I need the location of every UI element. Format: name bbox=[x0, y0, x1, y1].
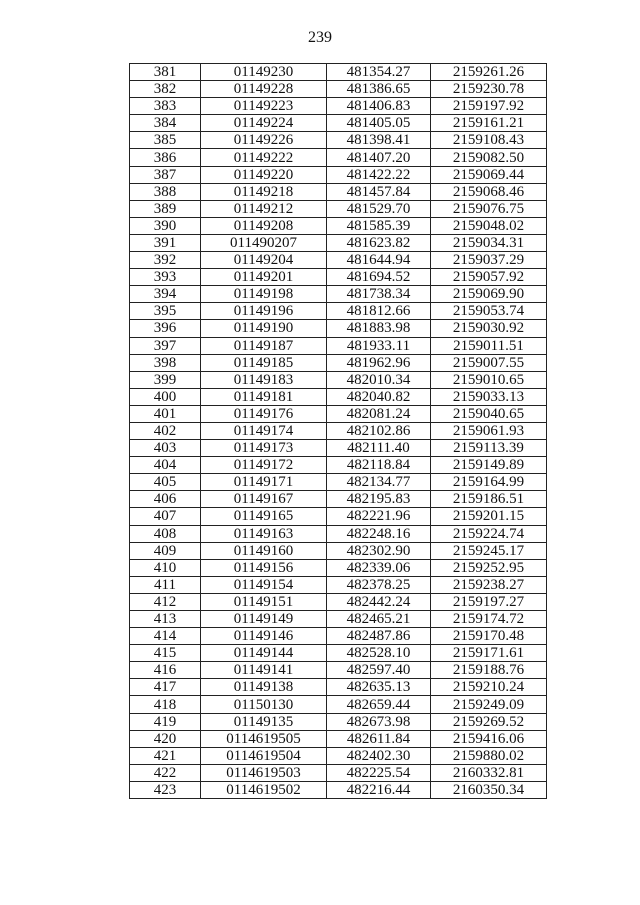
table-row bbox=[130, 200, 547, 217]
point-id-cell: 01150130 bbox=[201, 696, 327, 713]
point-id-cell: 01149230 bbox=[201, 64, 327, 81]
table-row bbox=[130, 183, 547, 200]
x-coordinate-cell: 481623.82 bbox=[327, 234, 431, 251]
x-coordinate-cell: 482118.84 bbox=[327, 457, 431, 474]
x-coordinate-cell: 481457.84 bbox=[327, 183, 431, 200]
point-number-cell: 408 bbox=[130, 525, 201, 542]
table-row bbox=[130, 628, 547, 645]
coordinates-table bbox=[129, 63, 547, 799]
point-number-cell: 384 bbox=[130, 115, 201, 132]
point-number-cell: 382 bbox=[130, 81, 201, 98]
point-number-cell: 394 bbox=[130, 286, 201, 303]
y-coordinate-cell: 2159069.44 bbox=[431, 166, 547, 183]
y-coordinate-cell: 2159048.02 bbox=[431, 217, 547, 234]
y-coordinate-cell: 2159082.50 bbox=[431, 149, 547, 166]
y-coordinate-cell: 2159068.46 bbox=[431, 183, 547, 200]
y-coordinate-cell: 2159061.93 bbox=[431, 422, 547, 439]
y-coordinate-cell: 2159880.02 bbox=[431, 747, 547, 764]
y-coordinate-cell: 2159170.48 bbox=[431, 628, 547, 645]
y-coordinate-cell: 2159040.65 bbox=[431, 405, 547, 422]
point-id-cell: 01149181 bbox=[201, 388, 327, 405]
point-number-cell: 383 bbox=[130, 98, 201, 115]
x-coordinate-cell: 482597.40 bbox=[327, 662, 431, 679]
y-coordinate-cell: 2159245.17 bbox=[431, 542, 547, 559]
point-id-cell: 01149167 bbox=[201, 491, 327, 508]
point-number-cell: 423 bbox=[130, 781, 201, 798]
point-number-cell: 414 bbox=[130, 628, 201, 645]
x-coordinate-cell: 482221.96 bbox=[327, 508, 431, 525]
table-row bbox=[130, 405, 547, 422]
point-number-cell: 403 bbox=[130, 440, 201, 457]
table-row bbox=[130, 320, 547, 337]
point-number-cell: 415 bbox=[130, 645, 201, 662]
point-number-cell: 392 bbox=[130, 252, 201, 269]
x-coordinate-cell: 482111.40 bbox=[327, 440, 431, 457]
x-coordinate-cell: 482659.44 bbox=[327, 696, 431, 713]
point-number-cell: 401 bbox=[130, 405, 201, 422]
x-coordinate-cell: 482402.30 bbox=[327, 747, 431, 764]
y-coordinate-cell: 2159076.75 bbox=[431, 200, 547, 217]
x-coordinate-cell: 481406.83 bbox=[327, 98, 431, 115]
y-coordinate-cell: 2159224.74 bbox=[431, 525, 547, 542]
point-id-cell: 0114619503 bbox=[201, 764, 327, 781]
point-id-cell: 01149156 bbox=[201, 559, 327, 576]
table-row bbox=[130, 525, 547, 542]
table-row bbox=[130, 286, 547, 303]
table-row bbox=[130, 730, 547, 747]
y-coordinate-cell: 2160332.81 bbox=[431, 764, 547, 781]
point-id-cell: 01149187 bbox=[201, 337, 327, 354]
point-number-cell: 400 bbox=[130, 388, 201, 405]
point-number-cell: 396 bbox=[130, 320, 201, 337]
table-row bbox=[130, 696, 547, 713]
x-coordinate-cell: 482195.83 bbox=[327, 491, 431, 508]
x-coordinate-cell: 482465.21 bbox=[327, 611, 431, 628]
table-row bbox=[130, 576, 547, 593]
table-row bbox=[130, 559, 547, 576]
point-id-cell: 0114619504 bbox=[201, 747, 327, 764]
x-coordinate-cell: 482102.86 bbox=[327, 422, 431, 439]
point-number-cell: 381 bbox=[130, 64, 201, 81]
point-number-cell: 389 bbox=[130, 200, 201, 217]
table-row bbox=[130, 354, 547, 371]
point-id-cell: 0114619502 bbox=[201, 781, 327, 798]
x-coordinate-cell: 481422.22 bbox=[327, 166, 431, 183]
x-coordinate-cell: 482378.25 bbox=[327, 576, 431, 593]
x-coordinate-cell: 481962.96 bbox=[327, 354, 431, 371]
y-coordinate-cell: 2159238.27 bbox=[431, 576, 547, 593]
table-row bbox=[130, 98, 547, 115]
point-id-cell: 01149201 bbox=[201, 269, 327, 286]
point-id-cell: 01149220 bbox=[201, 166, 327, 183]
point-number-cell: 407 bbox=[130, 508, 201, 525]
point-id-cell: 01149218 bbox=[201, 183, 327, 200]
point-number-cell: 409 bbox=[130, 542, 201, 559]
x-coordinate-cell: 482339.06 bbox=[327, 559, 431, 576]
point-number-cell: 406 bbox=[130, 491, 201, 508]
point-id-cell: 01149190 bbox=[201, 320, 327, 337]
page-number: 239 bbox=[308, 29, 332, 46]
table-row bbox=[130, 371, 547, 388]
table-row bbox=[130, 388, 547, 405]
point-number-cell: 393 bbox=[130, 269, 201, 286]
point-id-cell: 01149208 bbox=[201, 217, 327, 234]
point-number-cell: 422 bbox=[130, 764, 201, 781]
point-id-cell: 01149160 bbox=[201, 542, 327, 559]
table-row bbox=[130, 422, 547, 439]
table-row bbox=[130, 611, 547, 628]
x-coordinate-cell: 481883.98 bbox=[327, 320, 431, 337]
y-coordinate-cell: 2159210.24 bbox=[431, 679, 547, 696]
x-coordinate-cell: 482248.16 bbox=[327, 525, 431, 542]
x-coordinate-cell: 482442.24 bbox=[327, 593, 431, 610]
y-coordinate-cell: 2159171.61 bbox=[431, 645, 547, 662]
x-coordinate-cell: 482635.13 bbox=[327, 679, 431, 696]
y-coordinate-cell: 2159164.99 bbox=[431, 474, 547, 491]
table-row bbox=[130, 217, 547, 234]
point-id-cell: 01149174 bbox=[201, 422, 327, 439]
y-coordinate-cell: 2159053.74 bbox=[431, 303, 547, 320]
table-row bbox=[130, 713, 547, 730]
point-id-cell: 01149171 bbox=[201, 474, 327, 491]
point-id-cell: 01149173 bbox=[201, 440, 327, 457]
table-row bbox=[130, 115, 547, 132]
table-row bbox=[130, 542, 547, 559]
point-id-cell: 01149154 bbox=[201, 576, 327, 593]
y-coordinate-cell: 2159149.89 bbox=[431, 457, 547, 474]
point-number-cell: 420 bbox=[130, 730, 201, 747]
point-number-cell: 405 bbox=[130, 474, 201, 491]
point-id-cell: 01149163 bbox=[201, 525, 327, 542]
x-coordinate-cell: 481812.66 bbox=[327, 303, 431, 320]
point-number-cell: 387 bbox=[130, 166, 201, 183]
point-number-cell: 398 bbox=[130, 354, 201, 371]
table-row bbox=[130, 234, 547, 251]
x-coordinate-cell: 481644.94 bbox=[327, 252, 431, 269]
point-id-cell: 01149151 bbox=[201, 593, 327, 610]
table-row bbox=[130, 252, 547, 269]
y-coordinate-cell: 2159174.72 bbox=[431, 611, 547, 628]
point-id-cell: 0114619505 bbox=[201, 730, 327, 747]
point-id-cell: 01149226 bbox=[201, 132, 327, 149]
point-number-cell: 412 bbox=[130, 593, 201, 610]
table-row bbox=[130, 491, 547, 508]
x-coordinate-cell: 481398.41 bbox=[327, 132, 431, 149]
point-number-cell: 390 bbox=[130, 217, 201, 234]
table-row bbox=[130, 679, 547, 696]
point-number-cell: 399 bbox=[130, 371, 201, 388]
y-coordinate-cell: 2159034.31 bbox=[431, 234, 547, 251]
table-row bbox=[130, 508, 547, 525]
point-id-cell: 01149141 bbox=[201, 662, 327, 679]
point-number-cell: 395 bbox=[130, 303, 201, 320]
point-id-cell: 01149196 bbox=[201, 303, 327, 320]
x-coordinate-cell: 482134.77 bbox=[327, 474, 431, 491]
point-id-cell: 01149204 bbox=[201, 252, 327, 269]
point-id-cell: 01149228 bbox=[201, 81, 327, 98]
y-coordinate-cell: 2159261.26 bbox=[431, 64, 547, 81]
point-id-cell: 01149172 bbox=[201, 457, 327, 474]
x-coordinate-cell: 481386.65 bbox=[327, 81, 431, 98]
point-id-cell: 01149144 bbox=[201, 645, 327, 662]
table-row bbox=[130, 593, 547, 610]
y-coordinate-cell: 2159186.51 bbox=[431, 491, 547, 508]
x-coordinate-cell: 481529.70 bbox=[327, 200, 431, 217]
point-number-cell: 418 bbox=[130, 696, 201, 713]
table-row bbox=[130, 81, 547, 98]
x-coordinate-cell: 482081.24 bbox=[327, 405, 431, 422]
point-number-cell: 421 bbox=[130, 747, 201, 764]
table-row bbox=[130, 64, 547, 81]
point-id-cell: 01149224 bbox=[201, 115, 327, 132]
table-row bbox=[130, 166, 547, 183]
y-coordinate-cell: 2159161.21 bbox=[431, 115, 547, 132]
table-row bbox=[130, 764, 547, 781]
x-coordinate-cell: 481585.39 bbox=[327, 217, 431, 234]
table-row bbox=[130, 457, 547, 474]
y-coordinate-cell: 2159197.27 bbox=[431, 593, 547, 610]
x-coordinate-cell: 482225.54 bbox=[327, 764, 431, 781]
point-number-cell: 385 bbox=[130, 132, 201, 149]
point-number-cell: 410 bbox=[130, 559, 201, 576]
x-coordinate-cell: 482611.84 bbox=[327, 730, 431, 747]
y-coordinate-cell: 2159037.29 bbox=[431, 252, 547, 269]
point-id-cell: 01149149 bbox=[201, 611, 327, 628]
y-coordinate-cell: 2159069.90 bbox=[431, 286, 547, 303]
point-number-cell: 416 bbox=[130, 662, 201, 679]
x-coordinate-cell: 481407.20 bbox=[327, 149, 431, 166]
point-number-cell: 411 bbox=[130, 576, 201, 593]
x-coordinate-cell: 481354.27 bbox=[327, 64, 431, 81]
y-coordinate-cell: 2159416.06 bbox=[431, 730, 547, 747]
point-id-cell: 01149198 bbox=[201, 286, 327, 303]
coordinates-table-body bbox=[130, 64, 547, 799]
x-coordinate-cell: 482216.44 bbox=[327, 781, 431, 798]
x-coordinate-cell: 482010.34 bbox=[327, 371, 431, 388]
table-row bbox=[130, 662, 547, 679]
point-id-cell: 01149212 bbox=[201, 200, 327, 217]
point-number-cell: 402 bbox=[130, 422, 201, 439]
table-row bbox=[130, 747, 547, 764]
x-coordinate-cell: 482302.90 bbox=[327, 542, 431, 559]
point-number-cell: 391 bbox=[130, 234, 201, 251]
table-row bbox=[130, 337, 547, 354]
y-coordinate-cell: 2160350.34 bbox=[431, 781, 547, 798]
x-coordinate-cell: 482040.82 bbox=[327, 388, 431, 405]
point-id-cell: 01149185 bbox=[201, 354, 327, 371]
table-row bbox=[130, 149, 547, 166]
table-row bbox=[130, 645, 547, 662]
point-number-cell: 404 bbox=[130, 457, 201, 474]
point-id-cell: 01149138 bbox=[201, 679, 327, 696]
y-coordinate-cell: 2159113.39 bbox=[431, 440, 547, 457]
x-coordinate-cell: 481405.05 bbox=[327, 115, 431, 132]
point-id-cell: 011490207 bbox=[201, 234, 327, 251]
y-coordinate-cell: 2159249.09 bbox=[431, 696, 547, 713]
x-coordinate-cell: 481694.52 bbox=[327, 269, 431, 286]
point-number-cell: 386 bbox=[130, 149, 201, 166]
y-coordinate-cell: 2159030.92 bbox=[431, 320, 547, 337]
y-coordinate-cell: 2159010.65 bbox=[431, 371, 547, 388]
y-coordinate-cell: 2159057.92 bbox=[431, 269, 547, 286]
point-id-cell: 01149222 bbox=[201, 149, 327, 166]
point-id-cell: 01149135 bbox=[201, 713, 327, 730]
y-coordinate-cell: 2159011.51 bbox=[431, 337, 547, 354]
x-coordinate-cell: 482673.98 bbox=[327, 713, 431, 730]
y-coordinate-cell: 2159033.13 bbox=[431, 388, 547, 405]
point-number-cell: 419 bbox=[130, 713, 201, 730]
point-id-cell: 01149146 bbox=[201, 628, 327, 645]
x-coordinate-cell: 481738.34 bbox=[327, 286, 431, 303]
x-coordinate-cell: 482487.86 bbox=[327, 628, 431, 645]
point-id-cell: 01149183 bbox=[201, 371, 327, 388]
y-coordinate-cell: 2159230.78 bbox=[431, 81, 547, 98]
point-number-cell: 413 bbox=[130, 611, 201, 628]
y-coordinate-cell: 2159108.43 bbox=[431, 132, 547, 149]
table-row bbox=[130, 440, 547, 457]
y-coordinate-cell: 2159007.55 bbox=[431, 354, 547, 371]
point-id-cell: 01149165 bbox=[201, 508, 327, 525]
y-coordinate-cell: 2159269.52 bbox=[431, 713, 547, 730]
table-row bbox=[130, 474, 547, 491]
table-row bbox=[130, 303, 547, 320]
y-coordinate-cell: 2159188.76 bbox=[431, 662, 547, 679]
y-coordinate-cell: 2159197.92 bbox=[431, 98, 547, 115]
y-coordinate-cell: 2159201.15 bbox=[431, 508, 547, 525]
x-coordinate-cell: 482528.10 bbox=[327, 645, 431, 662]
x-coordinate-cell: 481933.11 bbox=[327, 337, 431, 354]
y-coordinate-cell: 2159252.95 bbox=[431, 559, 547, 576]
table-row bbox=[130, 781, 547, 798]
point-id-cell: 01149223 bbox=[201, 98, 327, 115]
point-number-cell: 397 bbox=[130, 337, 201, 354]
table-row bbox=[130, 132, 547, 149]
point-number-cell: 388 bbox=[130, 183, 201, 200]
point-id-cell: 01149176 bbox=[201, 405, 327, 422]
table-row bbox=[130, 269, 547, 286]
point-number-cell: 417 bbox=[130, 679, 201, 696]
